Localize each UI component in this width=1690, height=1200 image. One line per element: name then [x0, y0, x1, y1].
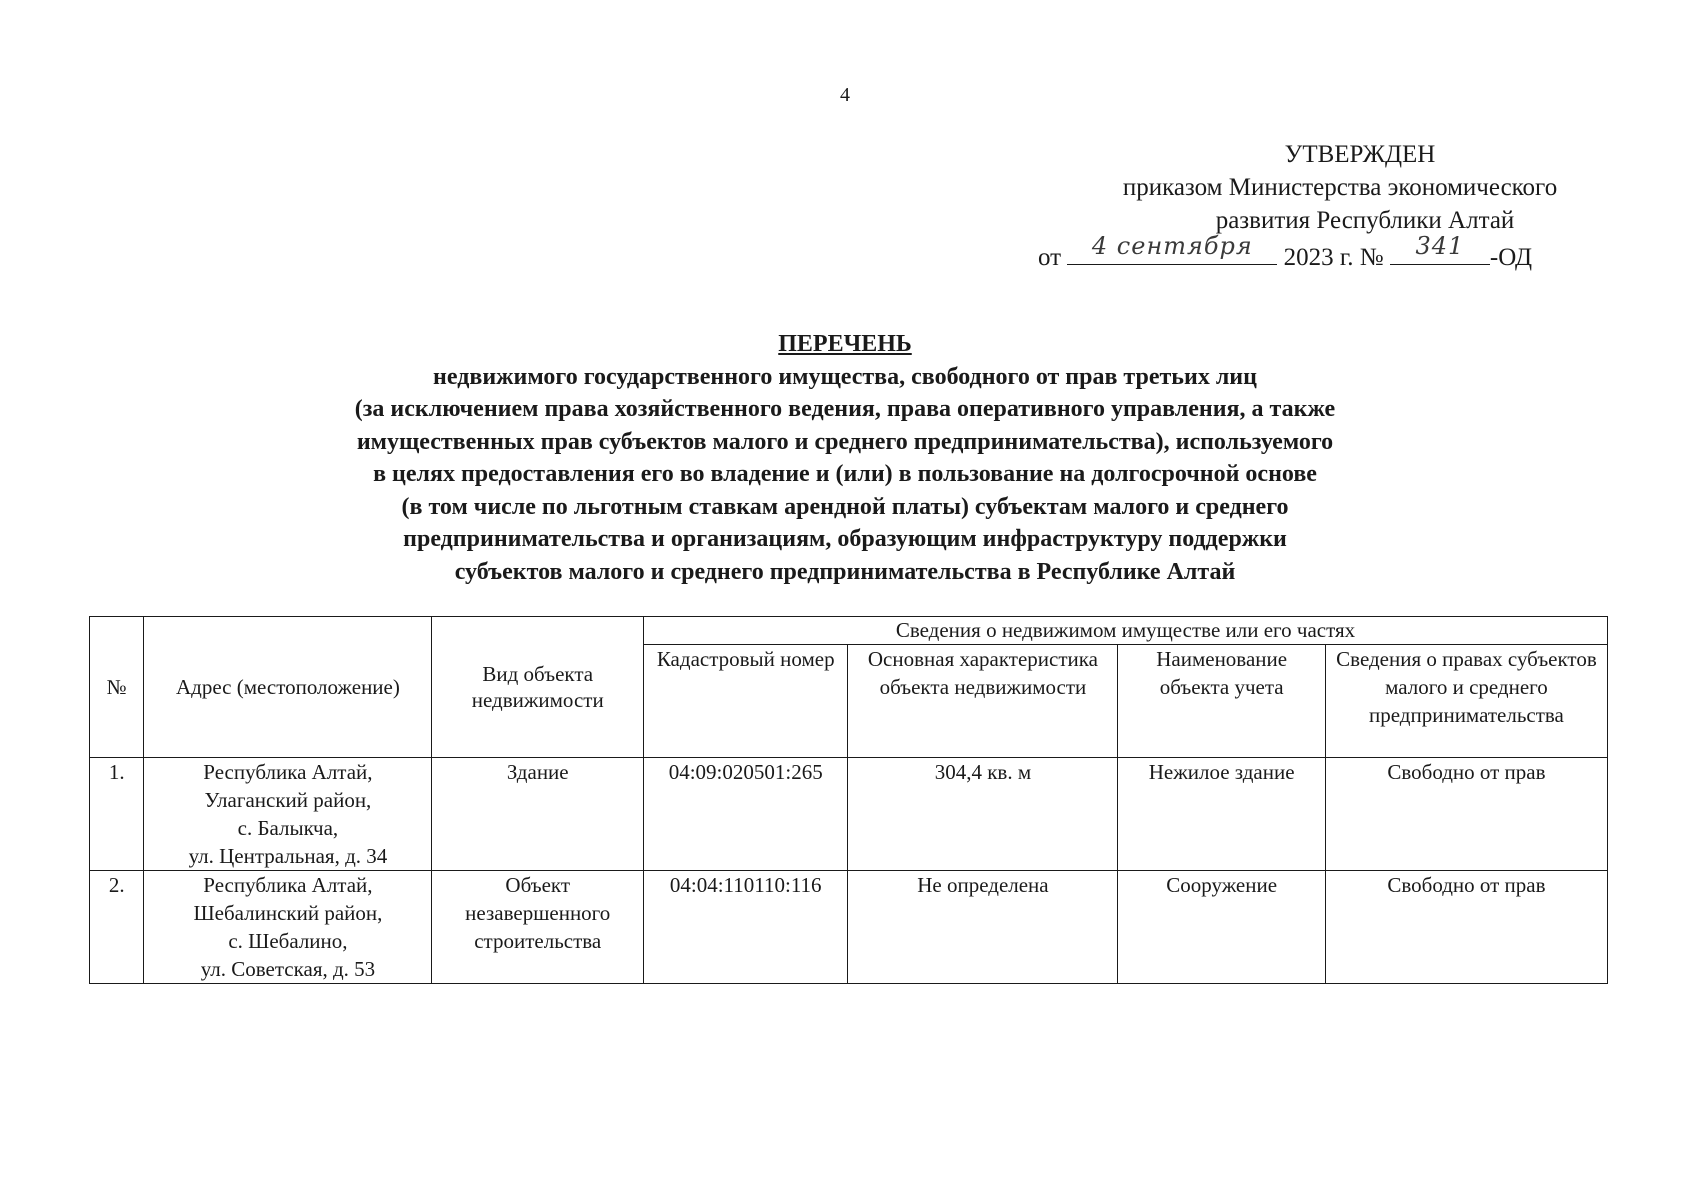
approval-stamp: [1040, 138, 1640, 274]
handwritten-number: 341: [1415, 232, 1465, 260]
title-line: в целях предоставления его во владение и (или) в пользование на долгосрочной основе: [373, 461, 1317, 487]
cell-rights: Свободно от прав: [1325, 758, 1607, 871]
title-line: недвижимого государственного имущества, свободного от прав третьих лиц: [433, 363, 1257, 390]
address-line: с. Балыкча,: [237, 816, 339, 840]
title-line: предпринимательства и организациям, образующим инфраструктуру поддержки: [403, 526, 1287, 552]
approval-heading: УТВЕРЖДЕН: [1284, 141, 1436, 168]
cell-characteristic: 304,4 кв. м: [848, 758, 1118, 871]
year-label: 2023 г. №: [1283, 244, 1384, 271]
approval-line2: развития Республики Алтай: [1215, 207, 1515, 234]
address-line: Шебалинский район,: [193, 901, 383, 925]
header-address: Адрес (местоположение): [144, 617, 432, 758]
address-line: Республика Алтай,: [203, 873, 373, 897]
date-prefix: от: [1038, 244, 1062, 271]
address-line: Улаганский район,: [204, 788, 372, 812]
cell-cadastral: 04:09:020501:265: [643, 758, 847, 871]
cell-num: 2.: [90, 871, 144, 984]
address-line: ул. Центральная, д. 34: [188, 844, 388, 868]
document-title: [160, 328, 1530, 588]
cell-type: Здание: [432, 758, 644, 871]
type-line: Объект: [505, 873, 571, 897]
page-number: 4: [840, 84, 850, 106]
cell-address: [144, 758, 432, 871]
title-line: субъектов малого и среднего предпринимательства в Республике Алтай: [454, 558, 1236, 585]
header-characteristic: Основная характеристика объекта недвижимости: [848, 645, 1118, 758]
header-type: Вид объекта недвижимости: [432, 617, 644, 758]
title-line: (в том числе по льготным ставкам арендной платы) субъектам малого и среднего: [401, 493, 1289, 520]
title-line: (за исключением права хозяйственного ведения, права оперативного управления, а также: [354, 396, 1336, 422]
cell-name: Сооружение: [1118, 871, 1326, 984]
cell-num: 1.: [90, 758, 144, 871]
approval-date-line: [1038, 232, 1640, 274]
cell-address: [144, 871, 432, 984]
title-line: имущественных прав субъектов малого и среднего предпринимательства), используемого: [356, 428, 1334, 455]
cell-type: [432, 871, 644, 984]
handwritten-date: 4 сентября: [1091, 232, 1253, 260]
type-line: незавершенного: [465, 901, 611, 925]
header-cadastral: Кадастровый номер: [643, 645, 847, 758]
number-field: [1390, 232, 1490, 265]
approval-line1: приказом Министерства экономического: [1122, 174, 1558, 201]
property-table: [89, 616, 1608, 984]
table-row: [90, 871, 1608, 984]
table-row: [90, 758, 1608, 871]
address-line: ул. Советская, д. 53: [200, 957, 376, 981]
cell-cadastral: 04:04:110110:116: [643, 871, 847, 984]
header-group: Сведения о недвижимом имуществе или его частях: [643, 617, 1607, 645]
number-suffix: -ОД: [1489, 244, 1533, 271]
header-name: Наименование объекта учета: [1118, 645, 1326, 758]
header-rights: Сведения о правах субъектов малого и среднего предпринимательства: [1325, 645, 1607, 758]
date-field: [1067, 232, 1277, 265]
header-num: №: [90, 617, 144, 758]
cell-rights: Свободно от прав: [1325, 871, 1607, 984]
title-heading: ПЕРЕЧЕНЬ: [778, 331, 912, 357]
type-line: строительства: [474, 929, 602, 953]
cell-characteristic: Не определена: [848, 871, 1118, 984]
address-line: с. Шебалино,: [228, 929, 348, 953]
address-line: Республика Алтай,: [203, 760, 373, 784]
cell-name: Нежилое здание: [1118, 758, 1326, 871]
